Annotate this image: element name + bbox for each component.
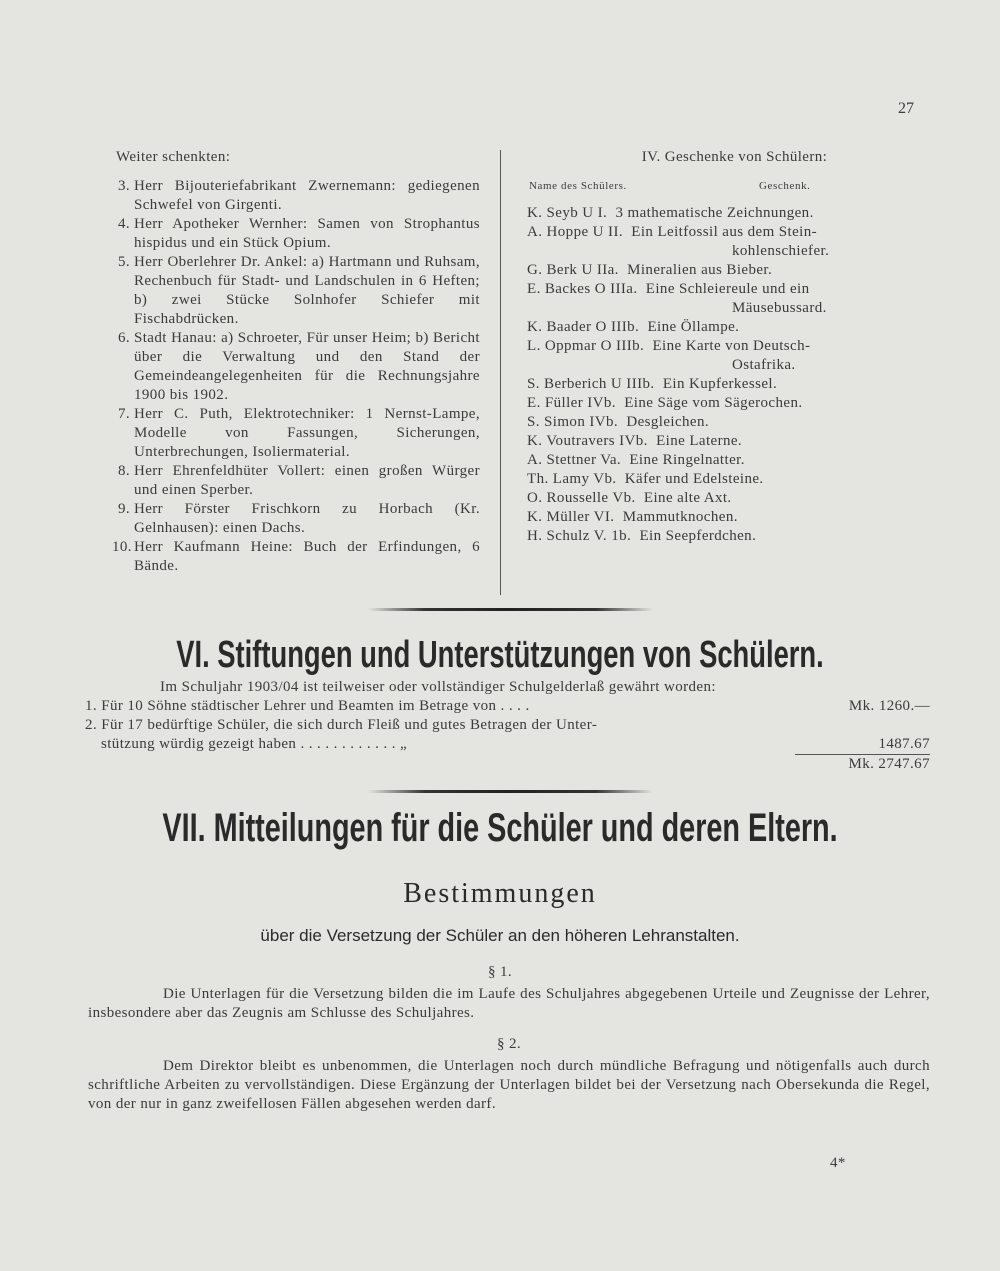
entry-continuation: Mäusebussard. [732, 300, 827, 316]
sec6-amount2: 1487.67 [878, 736, 930, 752]
donation-item [112, 405, 480, 462]
item-number: 9. [117, 501, 130, 517]
student-gift-entry [527, 489, 942, 508]
donation-item [112, 215, 480, 253]
entry-line: S. Simon IVb. Desgleichen. [527, 414, 710, 430]
right-heading: IV. Geschenke von Schülern: [641, 149, 828, 165]
entry-line: A. Stettner Va. Eine Ringelnatter. [527, 452, 745, 468]
para2-head: § 2. [496, 1036, 522, 1052]
sec6-amount1: Mk. 1260.— [848, 698, 930, 714]
student-gift-entry [527, 508, 942, 527]
col-name-header: Name des Schülers. [529, 180, 627, 192]
para2: Dem Direktor bleibt es unbenommen, die Unterlagen noch durch mündliche Befragung und nötigenfalls auch durch schriftliche Arbeiten zu vervollständigen. Diese Ergänzung der Unterlagen bildet bei der Versetzung nach Obersekunda die Regel, von der nur in ganz zweifellosen Fällen abgesehen werden darf. [88, 1058, 930, 1112]
student-gift-entry [527, 413, 942, 432]
donation-item [112, 329, 480, 405]
donation-item [112, 462, 480, 500]
sec6-item2b: stützung würdig gezeigt haben . . . . . . . . . . . . „ [101, 736, 408, 752]
entry-line: K. Baader O IIIb. Eine Öllampe. [527, 319, 740, 335]
right-column [527, 148, 942, 546]
entry-line: K. Müller VI. Mammutknochen. [527, 509, 738, 525]
para1: Die Unterlagen für die Versetzung bilden die im Laufe des Schuljahres abgegebenen Urteile und Zeugnisse der Lehrer, insbesondere aber das Zeugnis am Schlusse des Schuljahres. [88, 986, 930, 1021]
item-text: Herr C. Puth, Elektrotechniker: 1 Nernst-Lampe, Modelle von Fassungen, Sicherungen, Unterbrechungen, Isoliermaterial. [134, 406, 480, 460]
sec6-intro: Im Schuljahr 1903/04 ist teilweiser oder vollständiger Schulgelderlaß gewährt worden: [160, 679, 716, 695]
page-number: 27 [898, 100, 914, 117]
section-rule [368, 608, 653, 611]
sec6-item1: 1. Für 10 Söhne städtischer Lehrer und Beamten im Betrage von . . . . [85, 698, 530, 714]
item-number: 10. [112, 539, 132, 555]
col-gift-header: Geschenk. [759, 180, 811, 192]
entry-line: L. Oppmar O IIIb. Eine Karte von Deutsch- [527, 338, 811, 354]
item-text: Herr Bijouteriefabrikant Zwernemann: gediegenen Schwefel von Girgenti. [134, 178, 480, 213]
student-gift-entry [527, 451, 942, 470]
donation-item [112, 177, 480, 215]
item-number: 8. [117, 463, 130, 479]
entry-line: Th. Lamy Vb. Käfer und Edelsteine. [527, 471, 764, 487]
item-text: Stadt Hanau: a) Schroeter, Für unser Heim; b) Bericht über die Verwaltung und den Stand der Gemeindeangelegenheiten für die Rechnungsjahre 1900 bis 1902. [134, 330, 480, 403]
entry-line: K. Voutravers IVb. Eine Laterne. [527, 433, 743, 449]
student-gift-entry [527, 375, 942, 394]
item-text: Herr Ehrenfeldhüter Vollert: einen großen Würger und einen Sperber. [134, 463, 480, 498]
signature-mark: 4* [830, 1155, 846, 1171]
student-gift-entry [527, 280, 942, 318]
item-number: 6. [117, 330, 130, 346]
entry-continuation: kohlenschiefer. [732, 243, 830, 259]
column-divider [500, 150, 501, 595]
sec6-total: Mk. 2747.67 [795, 754, 930, 774]
section-vi-title: VI. Stiftungen und Unterstützungen von Schülern. [176, 634, 824, 676]
entry-line: E. Backes O IIIa. Eine Schleiereule und ein [527, 281, 810, 297]
left-heading: Weiter schenkten: [116, 149, 231, 165]
student-gift-entry [527, 204, 942, 223]
entry-line: H. Schulz V. 1b. Ein Seepferdchen. [527, 528, 757, 544]
section-vii-body [88, 985, 930, 1114]
donation-item [112, 253, 480, 329]
para1-head: § 1. [487, 964, 513, 980]
student-gift-entry [527, 261, 942, 280]
item-number: 3. [117, 178, 130, 194]
student-gift-entry [527, 337, 942, 375]
entry-line: E. Füller IVb. Eine Säge vom Sägerochen. [527, 395, 803, 411]
left-column [112, 148, 480, 576]
item-number: 7. [117, 406, 130, 422]
item-text: Herr Oberlehrer Dr. Ankel: a) Hartmann und Ruhsam, Rechenbuch für Stadt- und Landschulen in 6 Heften; b) zwei Stücke Solnhofer Schiefer mit Fischabdrücken. [134, 254, 480, 327]
entry-line: A. Hoppe U II. Ein Leitfossil aus dem Stein- [527, 224, 818, 240]
student-gift-entry [527, 527, 942, 546]
donation-item [112, 500, 480, 538]
entry-line: K. Seyb U I. 3 mathematische Zeichnungen. [527, 205, 814, 221]
sec6-item2a: 2. Für 17 bedürftige Schüler, die sich durch Fleiß und gutes Betragen der Unter- [85, 717, 598, 733]
entry-line: O. Rousselle Vb. Eine alte Axt. [527, 490, 732, 506]
entry-line: G. Berk U IIa. Mineralien aus Bieber. [527, 262, 773, 278]
item-text: Herr Förster Frischkorn zu Horbach (Kr. Gelnhausen): einen Dachs. [134, 501, 480, 536]
item-number: 5. [117, 254, 130, 270]
item-text: Herr Kaufmann Heine: Buch der Erfindungen, 6 Bände. [134, 539, 480, 574]
student-gift-entry [527, 318, 942, 337]
subsubtitle: über die Versetzung der Schüler an den höheren Lehranstalten. [260, 926, 740, 945]
item-number: 4. [117, 216, 130, 232]
section-vi-body [85, 678, 930, 774]
item-text: Herr Apotheker Wernher: Samen von Strophantus hispidus und ein Stück Opium. [134, 216, 480, 251]
subtitle: Bestimmungen [403, 878, 597, 909]
donation-item [112, 538, 480, 576]
entry-continuation: Ostafrika. [732, 357, 796, 373]
entry-line: S. Berberich U IIIb. Ein Kupferkessel. [527, 376, 778, 392]
student-gift-entry [527, 470, 942, 489]
student-gift-entry [527, 432, 942, 451]
section-rule [368, 790, 653, 793]
student-gift-entry [527, 223, 942, 261]
student-gift-entry [527, 394, 942, 413]
section-vii-title: VII. Mitteilungen für die Schüler und deren Eltern. [162, 806, 838, 850]
